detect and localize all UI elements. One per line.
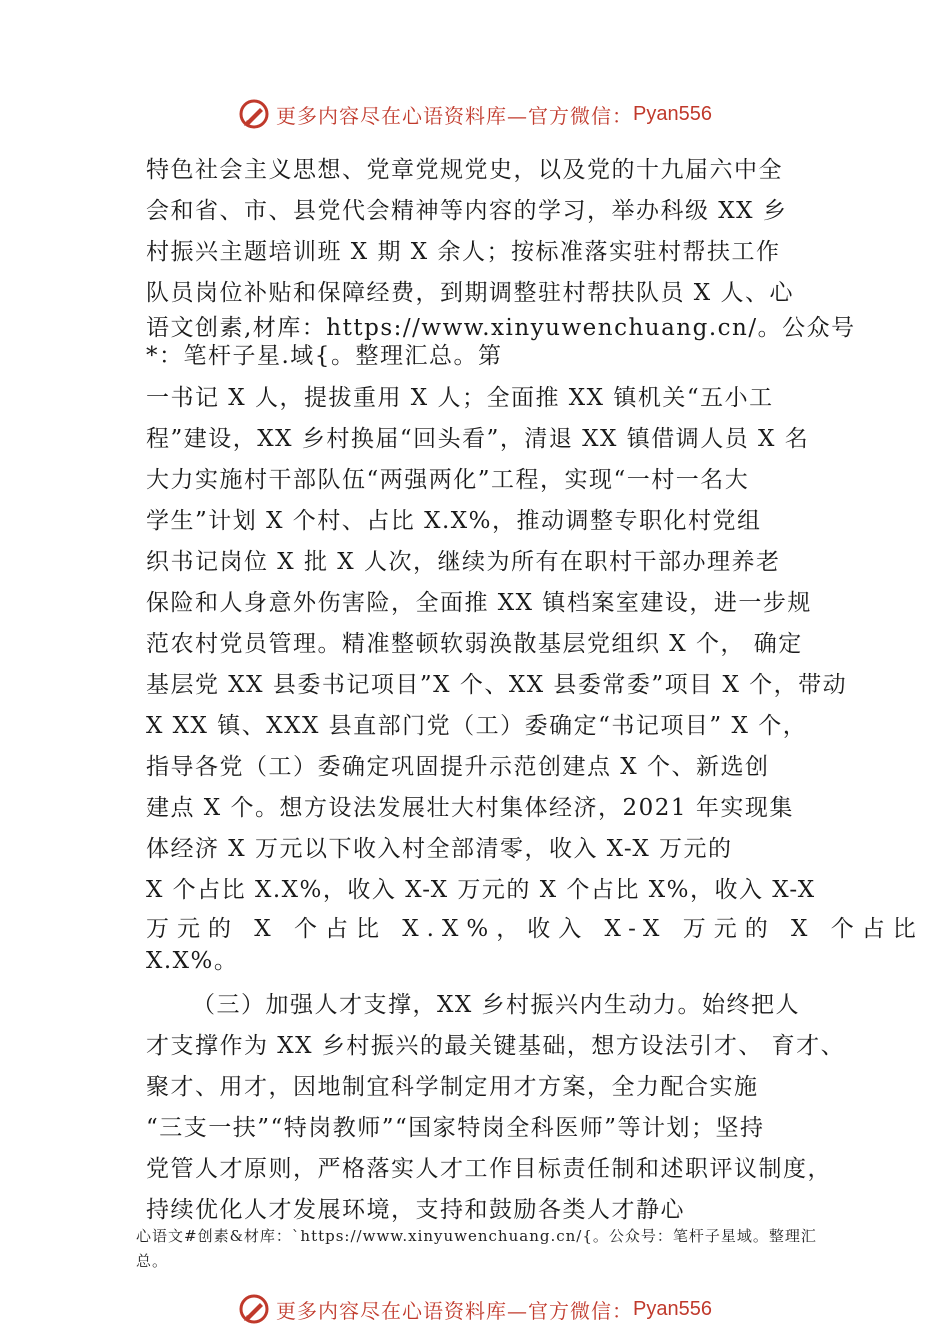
pen-logo-icon — [238, 98, 270, 130]
body-line: 万元的 X 个占比 X.X%，收入 X-X 万元的 X 个占比 — [146, 916, 924, 942]
body-line: 织书记岗位 X 批 X 人次，继续为所有在职村干部办理养老 — [146, 549, 781, 575]
pen-logo-icon — [238, 1293, 270, 1325]
body-line: 聚才、用才，因地制宜科学制定用才方案，全力配合实施 — [146, 1074, 759, 1100]
body-line: 才支撑作为 XX 乡村振兴的最关键基础，想方设法引才、 育才、 — [146, 1033, 846, 1059]
body-line: 语文创素,材库：https://www.xinyuwenchuang.cn/。公众号 — [146, 315, 856, 341]
body-line: 特色社会主义思想、党章党规党史，以及党的十九届六中全 — [146, 157, 783, 183]
body-line: 队员岗位补贴和保障经费，到期调整驻村帮扶队员 X 人、心 — [146, 280, 794, 306]
banner-wechat-id: Pyan556 — [633, 1297, 712, 1320]
body-line: X XX 镇、XXX 县直部门党（工）委确定“书记项目” X 个， — [146, 713, 808, 739]
banner-text: 更多内容尽在心语资料库—官方微信： — [276, 1298, 634, 1323]
body-line: *：笔杆子星.域{。整理汇总。第 — [146, 343, 503, 369]
body-line: X.X%。 — [146, 948, 239, 974]
body-line: 大力实施村干部队伍“两强两化”工程，实现“一村一名大 — [146, 467, 750, 493]
body-line: 党管人才原则，严格落实人才工作目标责任制和述职评议制度， — [146, 1156, 832, 1182]
header-banner — [0, 94, 950, 134]
body-line: 持续优化人才发展环境，支持和鼓励各类人才静心 — [146, 1197, 685, 1223]
section-heading-line: （三）加强人才支撑，XX 乡村振兴内生动力。始终把人 — [192, 992, 801, 1018]
footer-banner — [0, 1289, 950, 1329]
body-line: 会和省、市、县党代会精神等内容的学习，举办科级 XX 乡 — [146, 198, 788, 224]
body-line: 体经济 X 万元以下收入村全部清零，收入 X-X 万元的 — [146, 836, 733, 862]
banner-text: 更多内容尽在心语资料库—官方微信： — [276, 103, 634, 128]
body-line: 程”建设，XX 乡村换届“回头看”，清退 XX 镇借调人员 X 名 — [146, 426, 810, 452]
body-line: 建点 X 个。想方设法发展壮大村集体经济，2021 年实现集 — [146, 795, 794, 821]
body-line: 范农村党员管理。精准整顿软弱涣散基层党组织 X 个， 确定 — [146, 631, 803, 657]
body-line: X 个占比 X.X%，收入 X-X 万元的 X 个占比 X%，收入 X-X — [146, 877, 816, 903]
document-body — [146, 150, 924, 1231]
footer-note: 心语文#创素&材库：`https://www.xinyuwenchuang.cn/{。公众号：笔杆子星域。整理汇总。 — [136, 1227, 817, 1270]
body-line: 学生”计划 X 个村、占比 X.X%，推动调整专职化村党组 — [146, 508, 762, 534]
banner-wechat-id: Pyan556 — [633, 102, 712, 125]
body-line: 基层党 XX 县委书记项目”X 个、XX 县委常委”项目 X 个，带动 — [146, 672, 848, 698]
body-line: 保险和人身意外伤害险，全面推 XX 镇档案室建设，进一步规 — [146, 590, 812, 616]
body-line: 一书记 X 人，提拔重用 X 人；全面推 XX 镇机关“五小工 — [146, 385, 774, 411]
body-line: “三支一扶”“特岗教师”“国家特岗全科医师”等计划；坚持 — [146, 1115, 765, 1141]
body-line: 指导各党（工）委确定巩固提升示范创建点 X 个、新选创 — [146, 754, 770, 780]
body-line: 村振兴主题培训班 X 期 X 余人；按标准落实驻村帮扶工作 — [146, 239, 781, 265]
